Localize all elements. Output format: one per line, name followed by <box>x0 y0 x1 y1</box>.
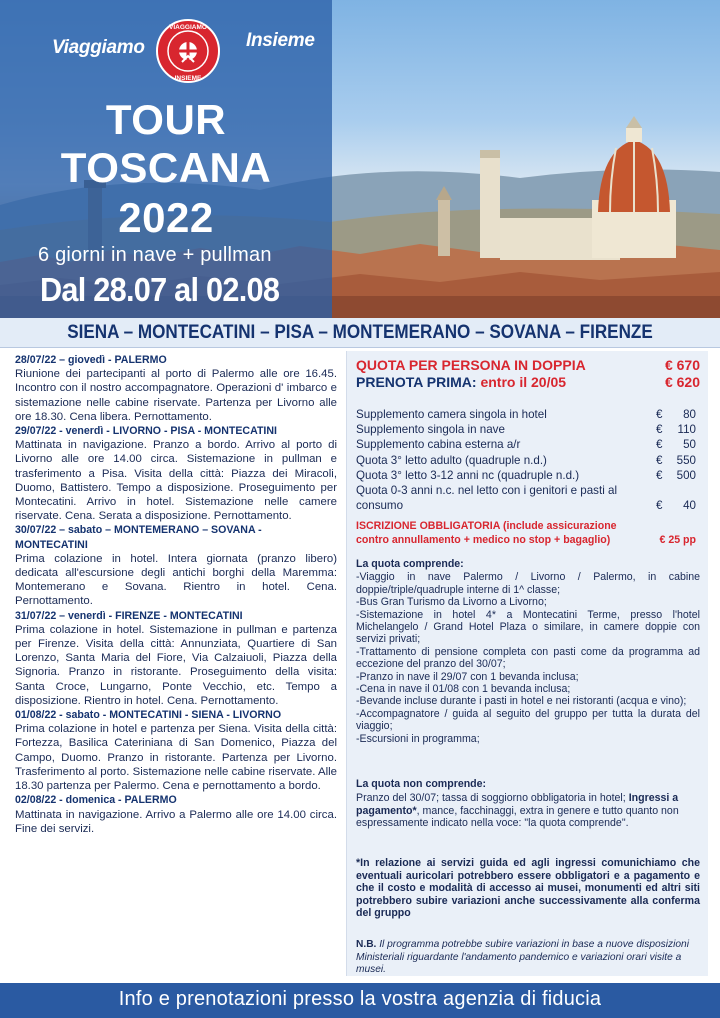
day-description: Mattinata in navigazione. Arrivo a Palermo alle ore 14.00 circa. Fine dei servizi. <box>15 808 337 835</box>
nb-note <box>356 939 700 976</box>
early-booking-value: € 620 <box>664 374 700 390</box>
day-heading: 30/07/22 – sabato – MONTEMERANO – SOVANA - MONTECATINI <box>15 524 262 551</box>
title-year: 2022 <box>118 194 214 241</box>
itinerary-day <box>15 523 337 608</box>
itinerary-day <box>15 424 337 523</box>
supplement-currency: € <box>656 453 663 467</box>
excludes-title: La quota non comprende: <box>356 778 487 790</box>
registration-fee-label: ISCRIZIONE OBBLIGATORIA (include assicurazione contro annullamento + medico no stop + bagaglio) <box>356 520 617 546</box>
title-tour: TOUR <box>105 96 227 143</box>
supplement-value: 50 <box>683 438 696 452</box>
day-description: Prima colazione in hotel e partenza per Siena. Visita della città: Fortezza, Basilica Cateriniana di San Domenico, Piazza del Campo, Duomo. Pranzo in ristorante. Partenza per Livorno. Trasferimento al porto. Sistemazione nelle cabine riservate. Alle 18.30 partenza per Palermo. Cena e pernottamento a bordo. <box>15 723 337 793</box>
includes-section <box>356 558 700 745</box>
supplement-row <box>356 483 700 513</box>
day-heading: 31/07/22 – venerdì - FIRENZE - MONTECATINI <box>15 609 243 622</box>
itinerary-day <box>15 353 337 424</box>
excludes-text-bold: Ingressi a pagamento* <box>356 792 679 817</box>
brand-name-left: Viaggiamo <box>52 37 145 58</box>
price-double-value: € 670 <box>664 357 700 373</box>
brand-name-right: Insieme <box>246 30 315 51</box>
supplement-row <box>356 453 700 468</box>
day-heading: 01/08/22 - sabato - MONTECATINI - SIENA - LIVORNO <box>15 709 282 722</box>
guide-note: *In relazione ai servizi guida ed agli ingressi comunichiamo che eventuali auricolari potrebbero essere obbligatori e a pagamento e che il costo e modalità di accesso ai musei, monumenti ed altri siti potrebbero subire variazioni anche successivamente alla conferma del gruppo <box>356 857 700 920</box>
supplement-currency: € <box>656 468 663 482</box>
nb-text: Il programma potrebbe subire variazioni in base a nuove disposizioni Ministeriali riguardante l'andamento pandemico e variazioni orari visite a musei. <box>356 939 689 976</box>
includes-item: -Bus Gran Turismo da Livorno a Livorno; <box>356 596 547 609</box>
includes-title: La quota comprende: <box>356 558 464 570</box>
day-description: Mattinata in navigazione. Pranzo a bordo. Arrivo al porto di Livorno alle ore 14.00 circa. Sistemazione in pullman e trasferimento a Pisa. Visita della città: Piazza dei Miracoli, Duomo, Battistero. Tempo a disposizione. Proseguimento per Montecatini. Arrivo in hotel. Sistemazione nelle camere riservate. Cena. Serata a disposizione. Pernottamento. <box>15 439 337 523</box>
supplements-list <box>356 407 700 513</box>
seal-top-text: VIAGGIAMO <box>169 24 207 31</box>
nb-prefix: N.B. <box>356 939 377 950</box>
includes-item: -Bevande incluse durante i pasti in hotel e nei ristoranti (acqua e vino); <box>356 695 687 708</box>
supplement-row <box>356 437 700 452</box>
supplement-label: Supplemento camera singola in hotel <box>356 408 547 421</box>
supplement-label: Supplemento cabina esterna a/r <box>356 438 521 452</box>
seal-bottom-text: INSIEME <box>174 75 202 82</box>
supplement-label: Quota 3° letto adulto (quadruple n.d.) <box>356 453 547 467</box>
supplement-value: 40 <box>683 499 696 513</box>
supplement-row <box>356 422 700 437</box>
registration-fee <box>356 519 700 547</box>
itinerary-day <box>15 793 337 836</box>
itinerary-day <box>15 708 337 793</box>
excludes-text-part1: Pranzo del 30/07; tassa di soggiorno obbligatoria in hotel; <box>356 792 626 805</box>
supplement-value: 110 <box>677 423 696 437</box>
supplement-value: 80 <box>683 408 696 421</box>
seal-icon <box>155 18 221 84</box>
includes-item: -Sistemazione in hotel 4* a Montecatini Terme, presso l'hotel Michelangelo / Grand Hotel Plaza o similare, in camere doppie con servizi privati; <box>356 608 700 646</box>
excludes-text-part2: , mance, facchinaggi, extra in genere e tutto quanto non espressamente indicato nella voce: "la quota comprende". <box>356 804 679 830</box>
supplement-currency: € <box>656 408 663 421</box>
supplement-currency: € <box>656 499 663 513</box>
pricing-panel <box>346 351 708 976</box>
day-description: Riunione dei partecipanti al porto di Palermo alle ore 16.45. Incontro con il nostro accompagnatore. Operazioni d' imbarco e sistemazione nelle cabine riservate. Partenza per Livorno alle ore 18.30. Cena libera. Pernottamento. <box>15 368 337 423</box>
includes-item: -Viaggio in nave Palermo / Livorno / Palermo, in cabine doppie/triple/quadruple interne di 1^ classe; <box>356 571 700 596</box>
supplement-row <box>356 407 700 422</box>
day-heading: 29/07/22 - venerdì - LIVORNO - PISA - MONTECATINI <box>15 425 277 438</box>
route-cities: SIENA – MONTECATINI – PISA – MONTEMERANO – SOVANA – FIRENZE <box>67 322 653 343</box>
supplement-label: Supplemento singola in nave <box>356 423 505 437</box>
supplement-row <box>356 468 700 483</box>
tour-duration: 6 giorni in nave + pullman <box>38 244 272 266</box>
price-double-label: QUOTA PER PERSONA IN DOPPIA <box>356 357 586 373</box>
tour-dates: Dal 28.07 al 02.08 <box>40 271 280 308</box>
footer-text: Info e prenotazioni presso la vostra agenzia di fiducia <box>118 988 602 1010</box>
itinerary-column <box>15 353 337 978</box>
supplement-label: Quota 0-3 anni n.c. nel letto con i genitori e pasti al consumo <box>356 483 618 513</box>
includes-item: -Cena in nave il 01/08 con 1 bevanda inclusa; <box>356 683 571 696</box>
supplement-value: 500 <box>676 468 696 482</box>
includes-item: -Escursioni in programma; <box>356 732 480 745</box>
includes-item: -Trattamento di pensione completa con pasti come da programma ad eccezione del pranzo del 30/07; <box>356 645 700 671</box>
early-booking-label-wrap <box>356 374 566 390</box>
includes-item: -Pranzo in nave il 29/07 con 1 bevanda inclusa; <box>356 670 579 683</box>
title-toscana: TOSCANA <box>60 144 272 191</box>
itinerary-day <box>15 609 337 708</box>
early-booking-deadline: entro il 20/05 <box>480 374 567 390</box>
excludes-text <box>356 792 700 829</box>
title-panel <box>0 0 332 318</box>
day-heading: 02/08/22 - domenica - PALERMO <box>15 794 177 807</box>
route-bar <box>0 318 720 348</box>
supplement-currency: € <box>656 438 663 452</box>
day-heading: 28/07/22 – giovedì - PALERMO <box>15 354 167 366</box>
includes-item: -Accompagnatore / guida al seguito del gruppo per tutta la durata del viaggio; <box>356 707 700 733</box>
day-description: Prima colazione in hotel. Intera giornata (pranzo libero) dedicata all'escursione degli antichi borghi della Maremma: Montemerano e Sovana. Rientro in hotel. Cena. Pernottamento. <box>15 552 337 608</box>
registration-fee-value: € 25 pp <box>659 534 696 546</box>
brand-logo <box>52 24 332 90</box>
hero-banner <box>0 0 720 318</box>
supplement-value: 550 <box>676 453 696 467</box>
early-booking-label: PRENOTA PRIMA: <box>356 374 477 390</box>
supplement-currency: € <box>656 423 663 437</box>
day-description: Prima colazione in hotel. Sistemazione in pullman e partenza per Firenze. Visita della città: Annunziata, Quartiere di San Lorenzo, Santa Maria del Fiore, Via Calzaiuoli, Piazza della Signoria. Pranzo in ristorante. Proseguimento della visita: Santa Croce, Lungarno, Ponte Vecchio, etc. Tempo a disposizione. Rientro in hotel. Cena. Pernottamento. <box>15 623 337 707</box>
supplement-label: Quota 3° letto 3-12 anni nc (quadruple n.d.) <box>356 468 580 482</box>
footer-bar <box>0 983 720 1018</box>
excludes-section <box>356 778 700 830</box>
